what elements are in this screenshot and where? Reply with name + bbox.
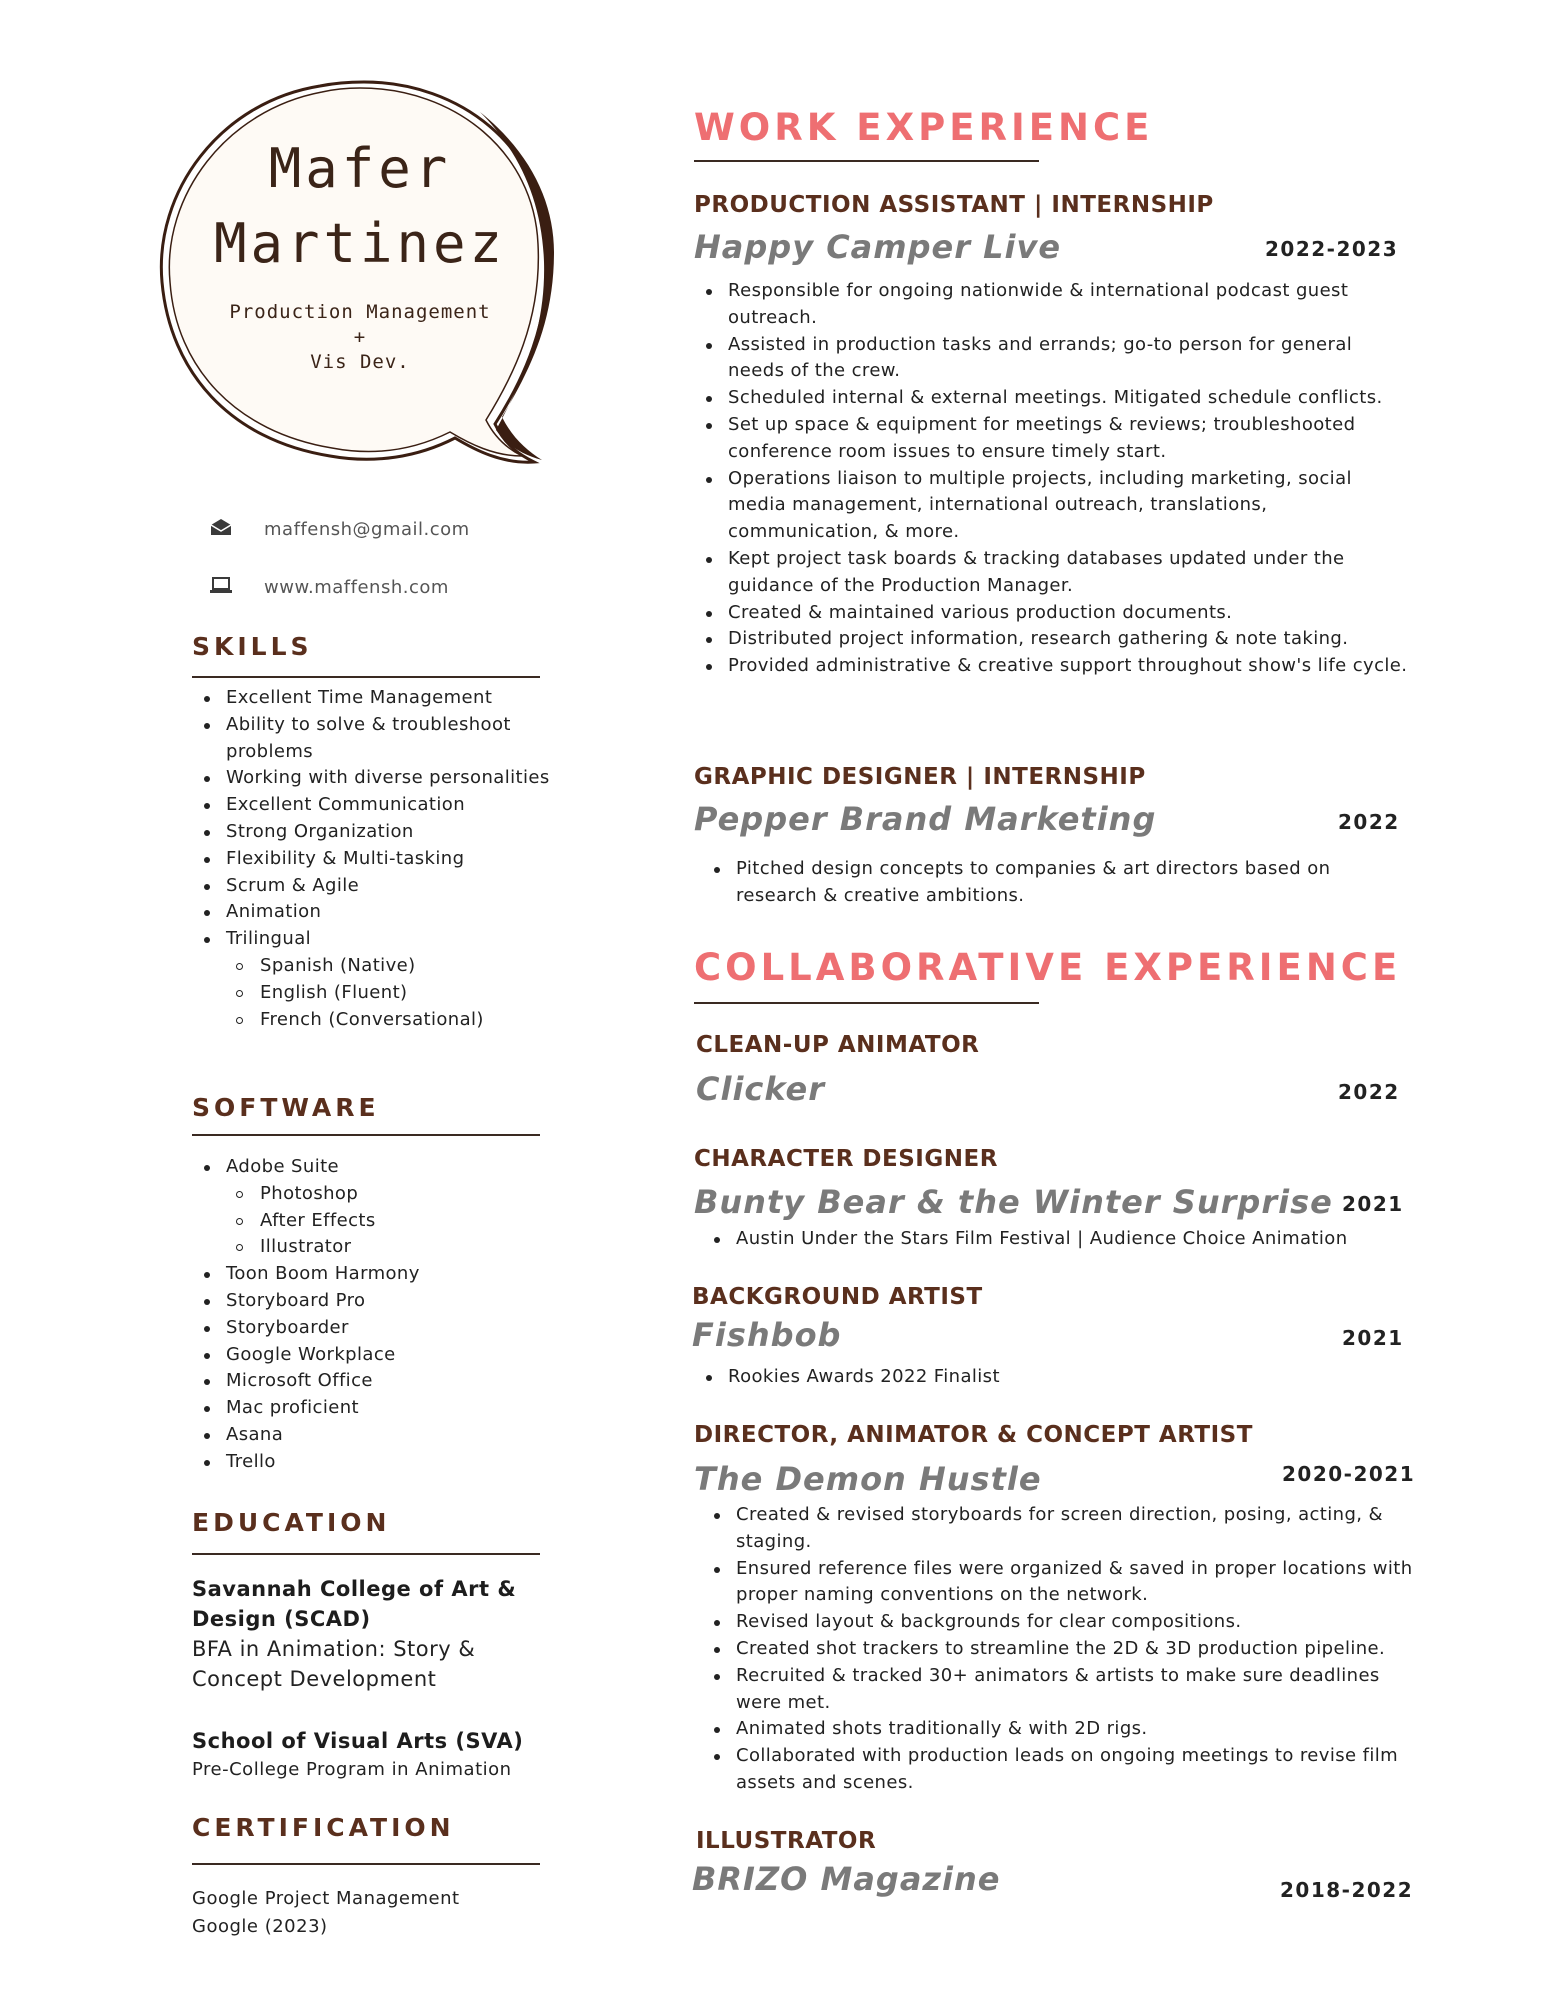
list-item: Illustrator [192, 1234, 552, 1261]
list-item: Google Workplace [192, 1342, 552, 1369]
bullets-bunty-bear [702, 1226, 1422, 1253]
list-item: Revised layout & backgrounds for clear compositions. [702, 1609, 1422, 1636]
list-item: Set up space & equipment for meetings & reviews; troubleshooted conference room issues to ensure timely start. [694, 412, 1414, 466]
list-item: Rookies Awards 2022 Finalist [694, 1364, 1414, 1391]
list-item: Asana [192, 1422, 552, 1449]
contact-email[interactable] [208, 516, 470, 543]
company-happy-camper-live: Happy Camper Live [694, 228, 1062, 266]
list-item: Responsible for ongoing nationwide & international podcast guest outreach. [694, 278, 1414, 332]
company-clicker: Clicker [696, 1070, 826, 1108]
bullet-list [702, 856, 1402, 910]
list-item: Kept project task boards & tracking databases updated under the guidance of the Production Manager. [694, 546, 1414, 600]
years-clicker: 2022 [1338, 1080, 1400, 1104]
role-line-1: Production Management [229, 301, 491, 323]
list-item: Scrum & Agile [192, 873, 552, 900]
laptop-icon [208, 574, 234, 601]
years-bunty-bear: 2021 [1342, 1192, 1404, 1216]
list-item: Spanish (Native) [192, 953, 552, 980]
cert-issuer: Google (2023) [192, 1916, 328, 1937]
education-heading: EDUCATION [192, 1508, 391, 1537]
list-item: Pitched design concepts to companies & art directors based on research & creative ambitions. [702, 856, 1402, 910]
list-item: Austin Under the Stars Film Festival | Audience Choice Animation [702, 1226, 1422, 1253]
job-title-background-artist: BACKGROUND ARTIST [692, 1284, 983, 1310]
years-fishbob: 2021 [1342, 1326, 1404, 1350]
certification-heading: CERTIFICATION [192, 1813, 455, 1842]
skills-heading: SKILLS [192, 632, 313, 661]
bullet-list [702, 1502, 1422, 1797]
list-item: French (Conversational) [192, 1007, 552, 1034]
company-brizo-magazine: BRIZO Magazine [692, 1860, 1001, 1898]
bullet-list [694, 1364, 1414, 1391]
list-item: Excellent Time Management [192, 685, 552, 712]
bullet-list [694, 278, 1414, 680]
list-item: Microsoft Office [192, 1368, 552, 1395]
education-divider [192, 1553, 540, 1555]
list-item: Toon Boom Harmony [192, 1261, 552, 1288]
email-text[interactable]: maffensh@gmail.com [264, 519, 470, 540]
degree-sva: Pre-College Program in Animation [192, 1759, 512, 1780]
school-scad: Savannah College of Art & Design (SCAD) [192, 1577, 517, 1631]
certification-block [192, 1885, 552, 1941]
list-item: Scheduled internal & external meetings. Mitigated schedule conflicts. [694, 385, 1414, 412]
bullets-fishbob [694, 1364, 1414, 1391]
list-item: After Effects [192, 1208, 552, 1235]
bullets-pepper [702, 856, 1402, 910]
name-last: Martinez [213, 212, 507, 275]
list-item: Trilingual [192, 926, 552, 953]
list-item: Assisted in production tasks and errands; go-to person for general needs of the crew. [694, 332, 1414, 386]
software-list [192, 1154, 552, 1476]
list-item: Storyboard Pro [192, 1288, 552, 1315]
work-experience-heading: WORK EXPERIENCE [694, 106, 1154, 149]
list-item: Trello [192, 1449, 552, 1476]
list-item: Storyboarder [192, 1315, 552, 1342]
list-item: Strong Organization [192, 819, 552, 846]
school-sva: School of Visual Arts (SVA) [192, 1729, 524, 1753]
list-item: Collaborated with production leads on ongoing meetings to revise film assets and scenes. [702, 1743, 1422, 1797]
website-text[interactable]: www.maffensh.com [264, 577, 449, 598]
list-item: Photoshop [192, 1181, 552, 1208]
list-item: Created & maintained various production documents. [694, 600, 1414, 627]
job-title-illustrator: ILLUSTRATOR [696, 1828, 877, 1854]
software-heading: SOFTWARE [192, 1093, 380, 1122]
skills-divider [192, 676, 540, 678]
collab-divider [694, 1002, 1039, 1004]
list-item: Flexibility & Multi-tasking [192, 846, 552, 873]
company-fishbob: Fishbob [692, 1316, 842, 1354]
list-item: Created & revised storyboards for screen direction, posing, acting, & staging. [702, 1502, 1422, 1556]
list-item: Ensured reference files were organized & saved in proper locations with proper naming conventions on the network. [702, 1556, 1422, 1610]
certification-divider [192, 1863, 540, 1865]
software-divider [192, 1134, 540, 1136]
list-item: Animation [192, 899, 552, 926]
job-title-director: DIRECTOR, ANIMATOR & CONCEPT ARTIST [694, 1422, 1253, 1448]
list-item: Created shot trackers to streamline the 2D & 3D production pipeline. [702, 1636, 1422, 1663]
bullet-list [702, 1226, 1422, 1253]
list-item: Working with diverse personalities [192, 765, 552, 792]
list-item: Distributed project information, research gathering & note taking. [694, 626, 1414, 653]
years-demon-hustle: 2020-2021 [1282, 1462, 1416, 1486]
list-item: Animated shots traditionally & with 2D rigs. [702, 1716, 1422, 1743]
job-title-graphic-designer: GRAPHIC DESIGNER | INTERNSHIP [694, 764, 1146, 790]
skills-list-container [192, 685, 552, 1033]
list-item: Recruited & tracked 30+ animators & artists to make sure deadlines were met. [702, 1663, 1422, 1717]
list-item: Adobe Suite [192, 1154, 552, 1181]
role-line-3: Vis Dev. [310, 351, 410, 373]
degree-scad: BFA in Animation: Story & Concept Development [192, 1637, 476, 1691]
list-item: Mac proficient [192, 1395, 552, 1422]
list-item: Ability to solve & troubleshoot problems [192, 712, 552, 766]
years-brizo: 2018-2022 [1280, 1878, 1414, 1902]
job-title-production-assistant: PRODUCTION ASSISTANT | INTERNSHIP [694, 192, 1214, 218]
job-title-character-designer: CHARACTER DESIGNER [694, 1146, 998, 1172]
education-block-2 [192, 1726, 552, 1784]
work-divider [694, 160, 1039, 162]
bullets-happy-camper [694, 278, 1414, 680]
list-item: Operations liaison to multiple projects, including marketing, social media management, international outreach, translations, communication, & more. [694, 466, 1414, 546]
role-line-2: + [353, 326, 367, 348]
list-item: English (Fluent) [192, 980, 552, 1007]
envelope-icon [208, 516, 234, 543]
job-title-clean-up-animator: CLEAN-UP ANIMATOR [696, 1032, 980, 1058]
company-the-demon-hustle: The Demon Hustle [694, 1460, 1042, 1498]
software-list-container [192, 1154, 552, 1476]
contact-website[interactable] [208, 574, 449, 601]
education-block [192, 1574, 532, 1694]
list-item: Excellent Communication [192, 792, 552, 819]
company-pepper-brand-marketing: Pepper Brand Marketing [694, 800, 1157, 838]
name-first: Mafer [268, 137, 452, 200]
company-bunty-bear: Bunty Bear & the Winter Surprise [694, 1183, 1333, 1221]
years-happy-camper: 2022-2023 [1265, 237, 1399, 261]
cert-name: Google Project Management [192, 1888, 460, 1909]
skills-list [192, 685, 552, 1033]
years-pepper: 2022 [1338, 810, 1400, 834]
collaborative-experience-heading: COLLABORATIVE EXPERIENCE [694, 946, 1402, 989]
list-item: Provided administrative & creative support throughout show's life cycle. [694, 653, 1414, 680]
bullets-demon-hustle [702, 1502, 1422, 1797]
